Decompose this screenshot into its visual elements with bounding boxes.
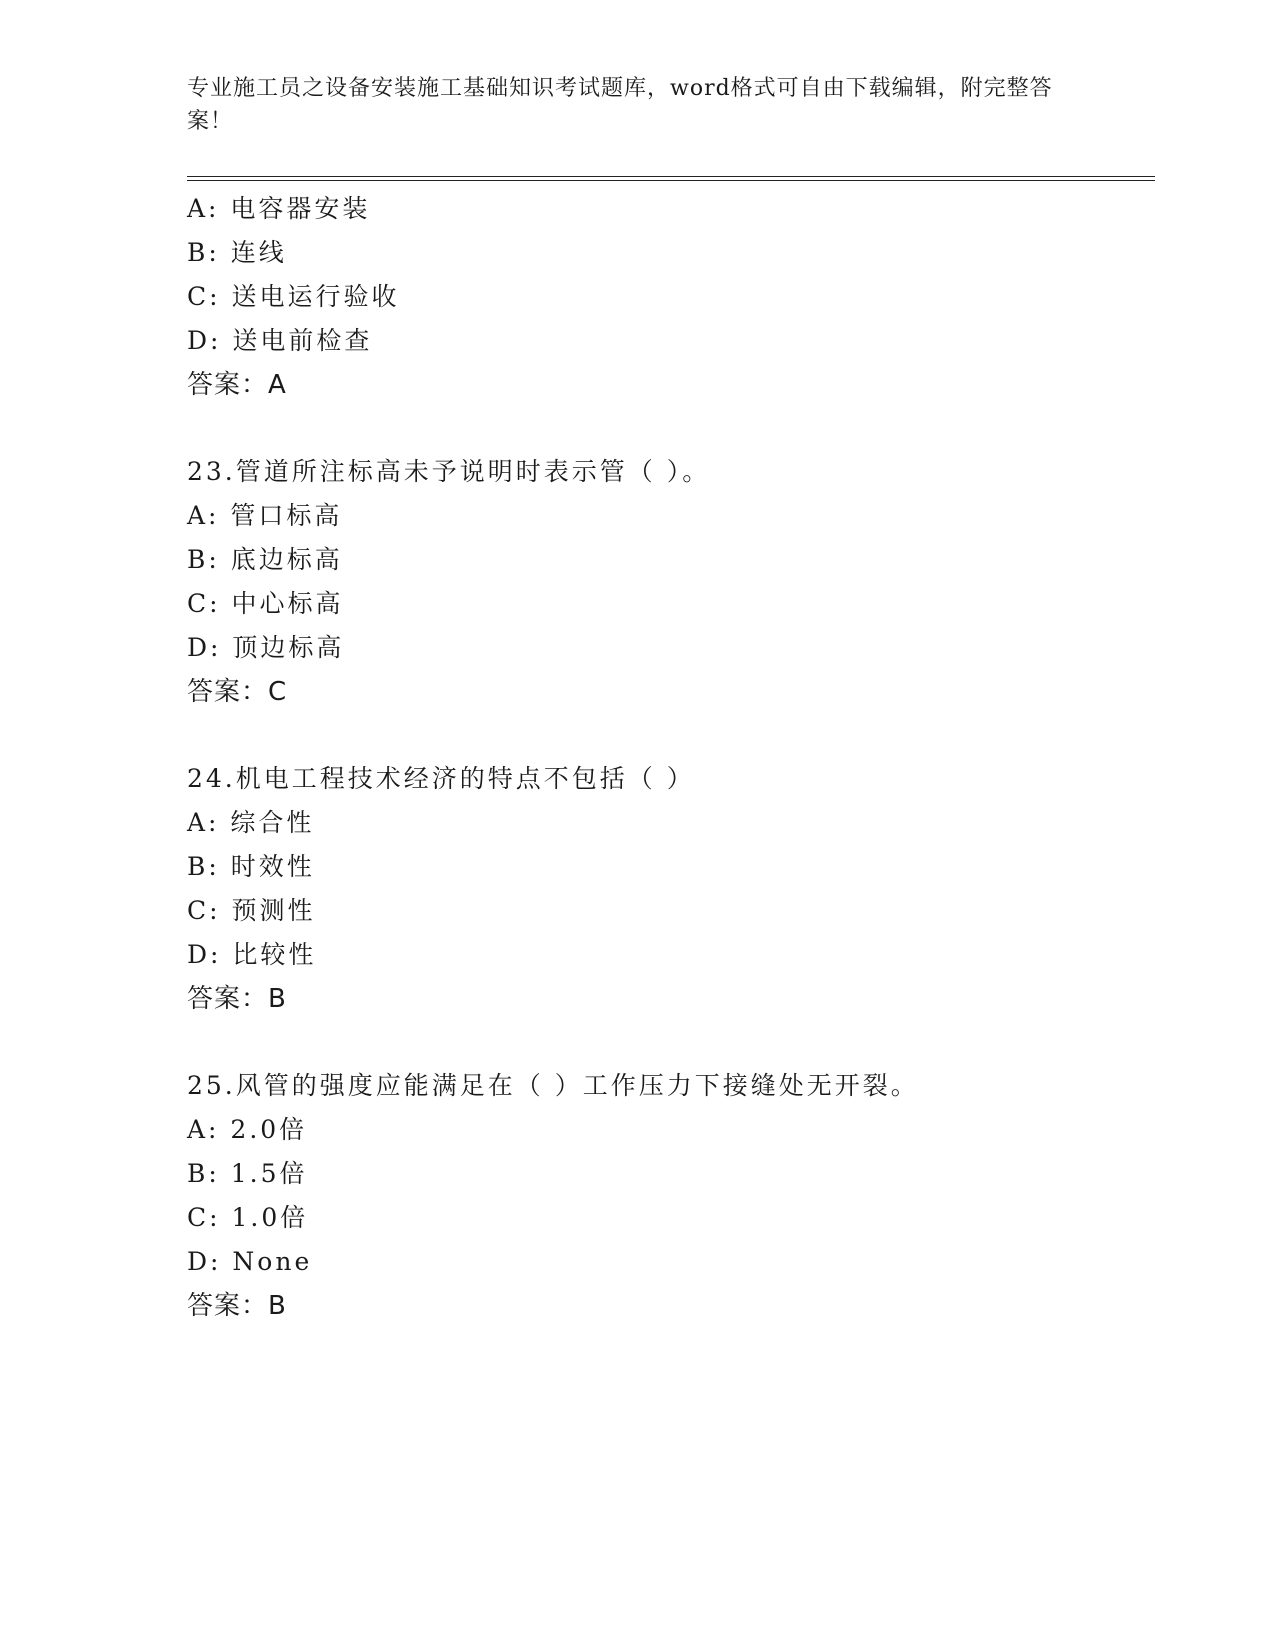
option-c: C: 送电运行验收 (187, 282, 400, 311)
answer: 答案：A (187, 370, 287, 400)
option-d: D: 送电前检查 (187, 326, 373, 355)
answer: 答案：B (187, 984, 287, 1014)
option-d: D: 顶边标高 (187, 633, 345, 662)
option-b: B: 连线 (187, 238, 287, 267)
option-b: B: 1.5倍 (187, 1159, 308, 1188)
question-24: 24.机电工程技术经济的特点不包括（ ） (187, 764, 695, 793)
option-a: A: 综合性 (187, 808, 315, 837)
answer: 答案：B (187, 1291, 287, 1321)
option-d: D: 比较性 (187, 940, 317, 969)
option-c: C: 预测性 (187, 896, 316, 925)
option-a: A: 2.0倍 (187, 1115, 308, 1144)
option-c: C: 中心标高 (187, 589, 344, 618)
document-header: 专业施工员之设备安装施工基础知识考试题库，word格式可自由下载编辑，附完整答案！ (187, 76, 1053, 134)
question-25: 25.风管的强度应能满足在（ ）工作压力下接缝处无开裂。 (187, 1071, 919, 1100)
option-a: A: 管口标高 (187, 501, 343, 530)
option-c: C: 1.0倍 (187, 1203, 309, 1232)
option-b: B: 底边标高 (187, 545, 343, 574)
answer: 答案：C (187, 677, 288, 707)
question-23: 23.管道所注标高未予说明时表示管（ ）。 (187, 457, 711, 486)
option-d: D: None (187, 1247, 313, 1276)
header-divider (187, 176, 1155, 181)
option-b: B: 时效性 (187, 852, 315, 881)
option-a: A: 电容器安装 (187, 194, 371, 223)
